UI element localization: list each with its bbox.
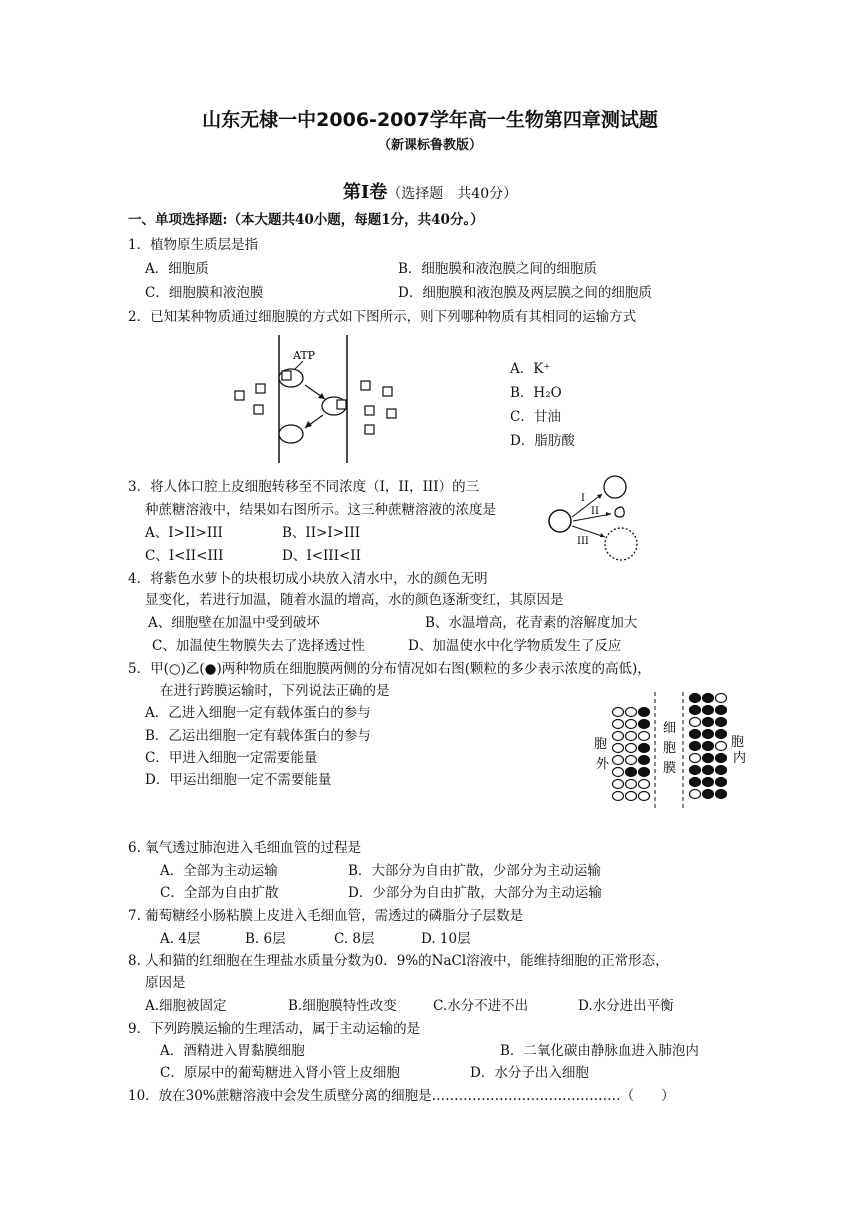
- label-inside-2: 内: [733, 751, 747, 766]
- label-membrane-2: 胞: [663, 741, 677, 756]
- q5-option-a: A．乙进入细胞一定有载体蛋白的参与: [145, 705, 371, 721]
- q2-option-b: B．H₂O: [510, 385, 562, 401]
- label-outside-1: 胞: [594, 737, 608, 752]
- q2-option-c: C．甘油: [510, 409, 561, 425]
- page-subtitle: （新课标鲁教版）: [377, 138, 482, 153]
- particle-jia: [626, 792, 637, 801]
- q9-stem: 9．下列跨膜运输的生理活动，属于主动运输的是: [128, 1021, 421, 1037]
- q7-option-c: C. 8层: [334, 931, 375, 947]
- q6-option-b: B．大部分为自由扩散，少部分为主动运输: [348, 863, 601, 879]
- q7-stem: 7. 葡萄糖经小肠粘膜上皮进入毛细血管，需透过的磷脂分子层数是: [128, 908, 524, 924]
- q1-option-b: B．细胞膜和液泡膜之间的细胞质: [398, 261, 597, 277]
- inside-particles: [690, 694, 727, 799]
- q3-option-b: B、II>I>III: [282, 525, 361, 541]
- particle-jia: [626, 780, 637, 789]
- particle-yi: [716, 706, 727, 715]
- particle-yi: [639, 720, 650, 729]
- particle-jia: [690, 718, 701, 727]
- particle-yi: [639, 708, 650, 717]
- particle-yi: [703, 778, 714, 787]
- q2-stem: 2．已知某种物质通过细胞膜的方式如下图所示，则下列哪种物质有其相同的运输方式: [128, 309, 637, 325]
- q1-stem: 1．植物原生质层是指: [128, 237, 259, 253]
- label-inside-1: 胞: [731, 735, 745, 750]
- q8-stem-line2: 原因是: [145, 975, 186, 991]
- particle-yi: [716, 718, 727, 727]
- particle-yi: [703, 718, 714, 727]
- particle-yi: [703, 694, 714, 703]
- particle-jia: [639, 780, 650, 789]
- section-heading: [0, 178, 860, 204]
- particle-yi: [690, 706, 701, 715]
- particle-yi: [626, 768, 637, 777]
- q9-option-d: D．水分子出入细胞: [470, 1065, 589, 1081]
- q5-option-b: B．乙运出细胞一定有载体蛋白的参与: [145, 728, 371, 744]
- carrier-bottom: [279, 425, 303, 443]
- q3-option-a: A、I>II>III: [145, 525, 223, 541]
- particle-yi: [716, 766, 727, 775]
- q8-option-c: C.水分不进不出: [433, 998, 529, 1014]
- label-membrane-1: 细: [663, 721, 677, 736]
- particle-jia: [613, 732, 624, 741]
- atp-label: ATP: [293, 349, 316, 362]
- q8-option-a: A.细胞被固定: [145, 998, 227, 1014]
- particle-jia: [690, 790, 701, 799]
- solute-particles: [235, 381, 396, 434]
- label-II: II: [591, 506, 599, 517]
- q7-option-d: D. 10层: [421, 931, 471, 947]
- q2-membrane-figure: [225, 333, 425, 465]
- particle-jia: [613, 744, 624, 753]
- q6-option-c: C．全部为自由扩散: [160, 885, 279, 901]
- q1-option-a: A．细胞质: [145, 261, 209, 277]
- particle-yi: [690, 694, 701, 703]
- q4-stem-line2: 显变化，若进行加温，随着水温的增高，水的颜色逐渐变红，其原因是: [145, 592, 564, 608]
- particle-yi: [716, 730, 727, 739]
- q3-option-d: D、I<III<II: [282, 548, 361, 564]
- q5-option-d: D．甲运出细胞一定不需要能量: [145, 772, 332, 788]
- particle-yi: [690, 730, 701, 739]
- q5-stem-line2: 在进行跨膜运输时，下列说法正确的是: [160, 683, 390, 699]
- particle-yi: [639, 768, 650, 777]
- particle-jia: [626, 708, 637, 717]
- q8-stem-line1: 8. 人和猫的红细胞在生理盐水质量分数为0．9%的NaCl溶液中，能维持细胞的正常形态，: [128, 953, 669, 969]
- q3-stem-line1: 3．将人体口腔上皮细胞转移至不同浓度（I，II，III）的三: [128, 479, 480, 495]
- particle-jia: [716, 742, 727, 751]
- q4-option-b: B、水温增高，花青素的溶解度加大: [425, 615, 638, 631]
- particle-jia: [613, 768, 624, 777]
- particle-jia: [613, 792, 624, 801]
- q4-option-a: A、细胞壁在加温中受到破坏: [148, 615, 320, 631]
- particle-yi: [703, 754, 714, 763]
- q4-option-c: C、加温使生物膜失去了选择透过性: [152, 638, 365, 654]
- label-I: I: [581, 493, 585, 504]
- particle-jia: [613, 708, 624, 717]
- q3-stem-line2: 种蔗糖溶液中，结果如右图所示。这三种蔗糖溶液的浓度是: [145, 502, 496, 518]
- particle-jia: [626, 732, 637, 741]
- q2-option-a: A．K⁺: [510, 361, 551, 377]
- particle-yi: [716, 778, 727, 787]
- q2-option-d: D．脂肪酸: [510, 433, 575, 449]
- particle-yi: [639, 744, 650, 753]
- q9-option-c: C．原尿中的葡萄糖进入肾小管上皮细胞: [160, 1065, 400, 1081]
- q4-stem-line1: 4．将紫色水萝卜的块根切成小块放入清水中，水的颜色无明: [128, 571, 488, 587]
- section-label: 第Ⅰ卷: [342, 182, 388, 203]
- particle-jia: [639, 792, 650, 801]
- particle-yi: [703, 766, 714, 775]
- particle-yi: [716, 790, 727, 799]
- q1-option-c: C．细胞膜和液泡膜: [145, 285, 264, 301]
- q5-option-c: C．甲进入细胞一定需要能量: [145, 750, 318, 766]
- particle-jia: [626, 720, 637, 729]
- particle-yi: [703, 706, 714, 715]
- particle-yi: [703, 790, 714, 799]
- particle-jia: [626, 756, 637, 765]
- particle-yi: [690, 766, 701, 775]
- particle-yi: [703, 742, 714, 751]
- particle-yi: [690, 742, 701, 751]
- q10-stem: 10．放在30%蔗糖溶液中会发生质壁分离的细胞是……………………………………（ ）: [128, 1088, 675, 1104]
- q6-stem: 6. 氧气透过肺泡进入毛细血管的过程是: [128, 840, 362, 856]
- particle-jia: [613, 720, 624, 729]
- particle-jia: [613, 780, 624, 789]
- particle-jia: [626, 744, 637, 753]
- q5-stem-line1: 5．甲(○)乙(●)两种物质在细胞膜两侧的分布情况如右图(颗粒的多少表示浓度的高低)，: [128, 661, 651, 677]
- q1-option-d: D．细胞膜和液泡膜及两层膜之间的细胞质: [398, 285, 652, 301]
- q7-option-a: A. 4层: [160, 931, 201, 947]
- q7-option-b: B. 6层: [245, 931, 286, 947]
- cell-swollen: [604, 476, 626, 498]
- label-III: III: [577, 536, 589, 547]
- outside-particles: [613, 708, 650, 801]
- particle-jia: [613, 756, 624, 765]
- particle-yi: [690, 778, 701, 787]
- q9-option-a: A．酒精进入胃黏膜细胞: [160, 1043, 305, 1059]
- cell-shrunken: [615, 507, 624, 517]
- particle-yi: [639, 756, 650, 765]
- q8-option-d: D.水分进出平衡: [578, 998, 674, 1014]
- particle-jia: [639, 732, 650, 741]
- label-membrane-3: 膜: [663, 761, 677, 776]
- q6-option-d: D．少部分为自由扩散，大部分为主动运输: [348, 885, 602, 901]
- q5-distribution-figure: [588, 688, 763, 813]
- q3-option-c: C、I<II<III: [145, 548, 224, 564]
- part1-heading: 一、单项选择题:（本大题共40小题，每题1分，共40分。）: [128, 212, 484, 228]
- q6-option-a: A．全部为主动运输: [160, 863, 278, 879]
- q8-option-b: B.细胞膜特性改变: [288, 998, 397, 1014]
- particle-jia: [690, 754, 701, 763]
- q4-option-d: D、加温使水中化学物质发生了反应: [408, 638, 622, 654]
- particle-jia: [716, 694, 727, 703]
- q9-option-b: B．二氧化碳由静脉血进入肺泡内: [500, 1043, 699, 1059]
- particle-yi: [703, 730, 714, 739]
- q3-cell-figure: [545, 470, 650, 570]
- page-title: 山东无棣一中2006-2007学年高一生物第四章测试题: [202, 109, 658, 131]
- cell-burst: [605, 528, 637, 560]
- particle-yi: [716, 754, 727, 763]
- initial-cell: [549, 510, 571, 532]
- label-outside-2: 外: [596, 757, 610, 772]
- section-note: （选择题 共40分）: [387, 186, 518, 202]
